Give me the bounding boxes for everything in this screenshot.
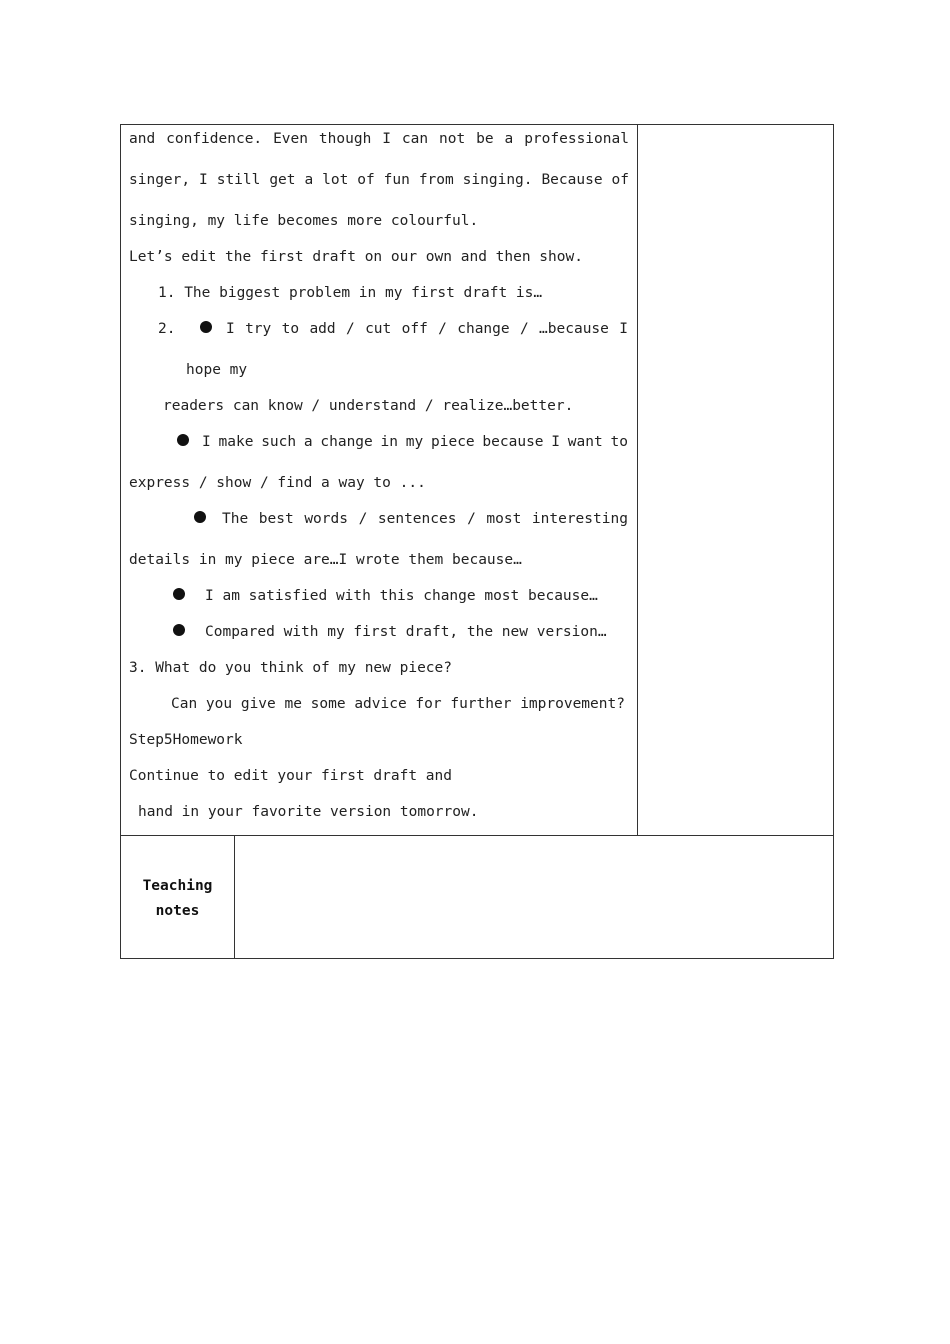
word: / [519, 321, 529, 337]
list-item-2-number: 2. [158, 321, 176, 337]
word: not [439, 131, 466, 147]
bullet-icon [177, 432, 199, 450]
bullet-icon [173, 586, 195, 604]
list-item-2-line [226, 320, 628, 338]
paragraph-line: singing, my life becomes more colourful. [129, 213, 479, 229]
word: Even [273, 131, 308, 147]
word: The [222, 511, 249, 527]
word: best [258, 511, 294, 527]
word: interesting [531, 511, 628, 527]
word: because [482, 434, 544, 450]
paragraph-line [129, 171, 629, 189]
word: off [401, 321, 428, 337]
word: / [438, 321, 447, 337]
word: Because [541, 172, 603, 188]
word: still [216, 172, 261, 188]
word: can [401, 131, 429, 147]
word: …because [539, 321, 609, 337]
bullet-icon [194, 509, 216, 527]
word: of [611, 172, 629, 188]
word: I [226, 321, 235, 337]
bullet-icon [200, 319, 222, 337]
word: sentences [377, 511, 457, 527]
word: singing. [462, 172, 533, 188]
word: singer, [129, 172, 191, 188]
list-item-2-line: hope my [186, 362, 248, 378]
word: fun [383, 172, 410, 188]
list-item-1: 1. The biggest problem in my first draft is… [158, 285, 543, 301]
word: change [457, 321, 510, 337]
word: most [486, 511, 522, 527]
list-item-3-sub: Can you give me some advice for further improvement? [171, 696, 625, 712]
word: / [467, 511, 476, 527]
word: / [358, 511, 368, 527]
word: / [345, 321, 355, 337]
word: from [418, 172, 454, 188]
side-notes-column [638, 125, 832, 835]
word: I [619, 321, 628, 337]
word: try [245, 321, 272, 337]
word: of [357, 172, 375, 188]
bullet-line [202, 433, 628, 451]
bullet-icon [173, 622, 195, 640]
word: professional [524, 131, 629, 147]
word: I [382, 131, 391, 147]
bullet-line: Compared with my first draft, the new version… [205, 624, 607, 640]
word: cut [365, 321, 392, 337]
homework-line: hand in your favorite version tomorrow. [138, 804, 479, 820]
bullet-line [222, 510, 628, 528]
word: in [380, 434, 398, 450]
word: words [304, 511, 348, 527]
word: my [405, 434, 424, 450]
step5-heading: Step5Homework [129, 732, 243, 748]
word: want [567, 434, 603, 450]
homework-line: Continue to edit your first draft and [129, 768, 453, 784]
word: I [202, 434, 211, 450]
list-item-2-line: readers can know / understand / realize…better. [163, 398, 574, 414]
paragraph-line [129, 130, 629, 148]
word: a [304, 172, 314, 188]
word: and [129, 131, 156, 147]
word: confidence. [166, 131, 263, 147]
word: change [320, 434, 373, 450]
word: a [303, 434, 313, 450]
teaching-notes-label-line: notes [155, 903, 200, 919]
word: make [218, 434, 254, 450]
word: be [476, 131, 494, 147]
bullet-line: details in my piece are…I wrote them because… [129, 552, 522, 568]
bullet-line: I am satisfied with this change most because… [205, 588, 598, 604]
word: piece [431, 434, 475, 450]
word: to [281, 321, 300, 337]
teaching-notes-label [121, 874, 234, 924]
bullet-line: express / show / find a way to ... [129, 475, 426, 491]
word: a [504, 131, 514, 147]
teaching-notes-area[interactable] [235, 836, 832, 957]
word: though [318, 131, 372, 147]
list-item-3: 3. What do you think of my new piece? [129, 660, 453, 676]
word: get [269, 172, 296, 188]
word: I [551, 434, 561, 450]
word: such [261, 434, 297, 450]
word: lot [322, 172, 349, 188]
edit-intro: Let’s edit the first draft on our own and then show. [129, 249, 583, 265]
teaching-notes-label-line: Teaching [142, 878, 213, 894]
word: I [199, 172, 208, 188]
word: to [610, 434, 628, 450]
word: add [309, 321, 336, 337]
